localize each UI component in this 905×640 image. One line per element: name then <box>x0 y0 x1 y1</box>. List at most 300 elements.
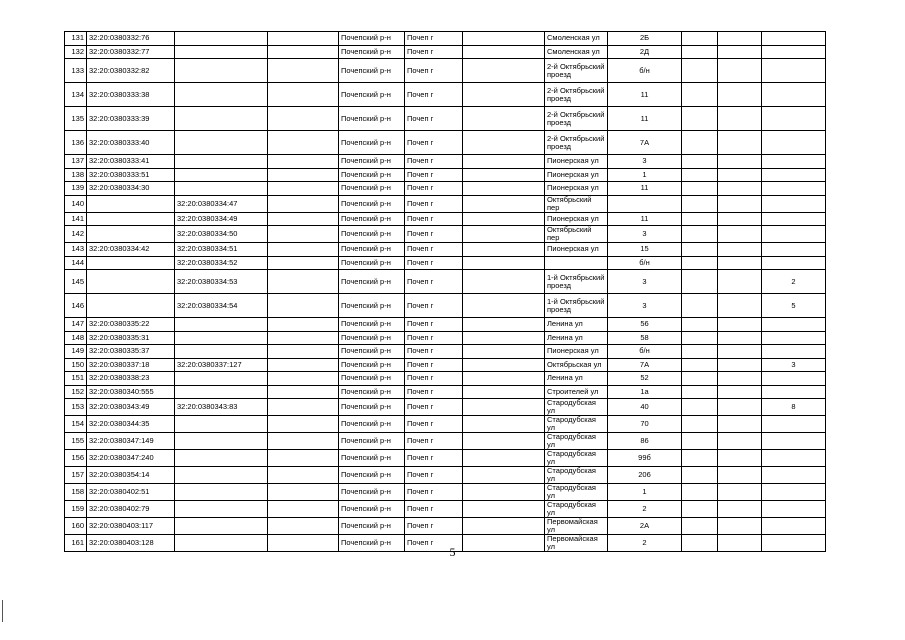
district-cell: Почепский р-н <box>339 32 405 46</box>
street-cell: Октябрьская ул <box>545 358 608 372</box>
table-row <box>65 467 826 484</box>
table-row <box>65 45 826 59</box>
empty-cell <box>682 518 718 535</box>
extra-value-cell <box>762 501 826 518</box>
empty-cell <box>718 32 762 46</box>
district-cell: Почепский р-н <box>339 243 405 257</box>
house-number-cell: 7А <box>608 131 682 155</box>
cadastral-number-2-cell <box>175 168 268 182</box>
table-row <box>65 270 826 294</box>
extra-value-cell <box>762 518 826 535</box>
cadastral-number-2-cell <box>175 32 268 46</box>
row-number-cell: 131 <box>65 32 87 46</box>
table-row <box>65 168 826 182</box>
district-cell: Почепский р-н <box>339 155 405 169</box>
cadastral-number-2-cell <box>175 501 268 518</box>
town-cell: Почеп г <box>405 385 463 399</box>
cadastral-number-cell: 32:20:0380333:41 <box>87 155 175 169</box>
row-number-cell: 133 <box>65 59 87 83</box>
extra-value-cell <box>762 195 826 212</box>
table-row <box>65 131 826 155</box>
district-cell: Почепский р-н <box>339 168 405 182</box>
empty-cell <box>718 45 762 59</box>
empty-cell <box>463 107 545 131</box>
empty-cell <box>463 467 545 484</box>
empty-cell <box>718 83 762 107</box>
empty-cell <box>682 45 718 59</box>
house-number-cell: 58 <box>608 331 682 345</box>
empty-cell <box>268 416 339 433</box>
cadastral-number-2-cell: 32:20:0380334:49 <box>175 212 268 226</box>
extra-value-cell <box>762 131 826 155</box>
street-cell: Стародубская ул <box>545 501 608 518</box>
empty-cell <box>463 243 545 257</box>
town-cell: Почеп г <box>405 501 463 518</box>
district-cell: Почепский р-н <box>339 416 405 433</box>
table-row <box>65 59 826 83</box>
cadastral-number-2-cell <box>175 331 268 345</box>
district-cell: Почепский р-н <box>339 535 405 552</box>
extra-value-cell <box>762 212 826 226</box>
row-number-cell: 142 <box>65 226 87 243</box>
empty-cell <box>682 484 718 501</box>
table-row <box>65 226 826 243</box>
cadastral-number-2-cell <box>175 155 268 169</box>
empty-cell <box>682 243 718 257</box>
cadastral-number-cell: 32:20:0380403:128 <box>87 535 175 552</box>
empty-cell <box>268 318 339 332</box>
cadastral-number-cell: 32:20:0380347:240 <box>87 450 175 467</box>
empty-cell <box>268 484 339 501</box>
cadastral-number-cell: 32:20:0380334:42 <box>87 243 175 257</box>
street-cell: Смоленская ул <box>545 32 608 46</box>
street-cell <box>545 256 608 270</box>
empty-cell <box>682 331 718 345</box>
district-cell: Почепский р-н <box>339 195 405 212</box>
district-cell: Почепский р-н <box>339 385 405 399</box>
town-cell: Почеп г <box>405 195 463 212</box>
district-cell: Почепский р-н <box>339 501 405 518</box>
empty-cell <box>268 433 339 450</box>
empty-cell <box>268 270 339 294</box>
empty-cell <box>268 256 339 270</box>
empty-cell <box>268 155 339 169</box>
cadastral-number-cell: 32:20:0380337:18 <box>87 358 175 372</box>
table-row <box>65 416 826 433</box>
street-cell: Ленина ул <box>545 372 608 386</box>
empty-cell <box>463 226 545 243</box>
empty-cell <box>463 433 545 450</box>
cadastral-number-cell: 32:20:0380332:77 <box>87 45 175 59</box>
extra-value-cell <box>762 155 826 169</box>
row-number-cell: 144 <box>65 256 87 270</box>
town-cell: Почеп г <box>405 83 463 107</box>
cadastral-number-cell: 32:20:0380333:38 <box>87 83 175 107</box>
town-cell: Почеп г <box>405 212 463 226</box>
empty-cell <box>682 467 718 484</box>
town-cell: Почеп г <box>405 372 463 386</box>
empty-cell <box>718 358 762 372</box>
empty-cell <box>682 107 718 131</box>
row-number-cell: 150 <box>65 358 87 372</box>
empty-cell <box>463 270 545 294</box>
empty-cell <box>268 83 339 107</box>
street-cell: Смоленская ул <box>545 45 608 59</box>
district-cell: Почепский р-н <box>339 182 405 196</box>
empty-cell <box>463 59 545 83</box>
house-number-cell: 56 <box>608 318 682 332</box>
town-cell: Почеп г <box>405 59 463 83</box>
street-cell: Стародубская ул <box>545 484 608 501</box>
extra-value-cell <box>762 32 826 46</box>
house-number-cell: 3 <box>608 270 682 294</box>
empty-cell <box>463 83 545 107</box>
extra-value-cell <box>762 226 826 243</box>
empty-cell <box>718 256 762 270</box>
street-cell: 2-й Октябрьский проезд <box>545 107 608 131</box>
row-number-cell: 159 <box>65 501 87 518</box>
cadastral-number-2-cell <box>175 45 268 59</box>
house-number-cell: 40 <box>608 399 682 416</box>
cadastral-number-cell: 32:20:0380333:40 <box>87 131 175 155</box>
town-cell: Почеп г <box>405 331 463 345</box>
empty-cell <box>463 358 545 372</box>
empty-cell <box>463 32 545 46</box>
row-number-cell: 140 <box>65 195 87 212</box>
table-row <box>65 385 826 399</box>
cadastral-number-2-cell: 32:20:0380334:51 <box>175 243 268 257</box>
cadastral-number-2-cell <box>175 433 268 450</box>
empty-cell <box>463 345 545 359</box>
empty-cell <box>268 32 339 46</box>
table-row <box>65 256 826 270</box>
extra-value-cell <box>762 372 826 386</box>
empty-cell <box>268 358 339 372</box>
empty-cell <box>718 155 762 169</box>
empty-cell <box>268 168 339 182</box>
street-cell: Стародубская ул <box>545 399 608 416</box>
cadastral-number-2-cell <box>175 372 268 386</box>
row-number-cell: 147 <box>65 318 87 332</box>
row-number-cell: 155 <box>65 433 87 450</box>
row-number-cell: 143 <box>65 243 87 257</box>
town-cell: Почеп г <box>405 32 463 46</box>
street-cell: Октябрьский пер <box>545 226 608 243</box>
cadastral-number-cell: 32:20:0380333:39 <box>87 107 175 131</box>
district-cell: Почепский р-н <box>339 256 405 270</box>
empty-cell <box>682 345 718 359</box>
page-number: 5 <box>449 545 456 559</box>
street-cell: 2-й Октябрьский проезд <box>545 59 608 83</box>
empty-cell <box>682 358 718 372</box>
district-cell: Почепский р-н <box>339 372 405 386</box>
town-cell: Почеп г <box>405 155 463 169</box>
table-row <box>65 195 826 212</box>
empty-cell <box>268 331 339 345</box>
empty-cell <box>463 484 545 501</box>
house-number-cell: 1 <box>608 168 682 182</box>
cadastral-number-cell: 32:20:0380344:35 <box>87 416 175 433</box>
district-cell: Почепский р-н <box>339 331 405 345</box>
house-number-cell: 1а <box>608 385 682 399</box>
extra-value-cell <box>762 416 826 433</box>
district-cell: Почепский р-н <box>339 433 405 450</box>
cadastral-number-cell: 32:20:0380332:76 <box>87 32 175 46</box>
house-number-cell: 2Д <box>608 45 682 59</box>
row-number-cell: 137 <box>65 155 87 169</box>
row-number-cell: 152 <box>65 385 87 399</box>
street-cell: Пионерская ул <box>545 182 608 196</box>
cadastral-number-cell: 32:20:0380402:51 <box>87 484 175 501</box>
town-cell: Почеп г <box>405 45 463 59</box>
town-cell: Почеп г <box>405 131 463 155</box>
extra-value-cell <box>762 450 826 467</box>
cadastral-number-cell: 32:20:0380332:82 <box>87 59 175 83</box>
table-row <box>65 433 826 450</box>
empty-cell <box>682 318 718 332</box>
row-number-cell: 156 <box>65 450 87 467</box>
table-row <box>65 83 826 107</box>
empty-cell <box>268 450 339 467</box>
district-cell: Почепский р-н <box>339 294 405 318</box>
row-number-cell: 158 <box>65 484 87 501</box>
empty-cell <box>268 345 339 359</box>
empty-cell <box>268 45 339 59</box>
cadastral-number-cell: 32:20:0380335:22 <box>87 318 175 332</box>
house-number-cell: 206 <box>608 467 682 484</box>
cadastral-number-cell: 32:20:0380334:30 <box>87 182 175 196</box>
empty-cell <box>268 501 339 518</box>
extra-value-cell <box>762 318 826 332</box>
district-cell: Почепский р-н <box>339 83 405 107</box>
house-number-cell: 3 <box>608 294 682 318</box>
town-cell: Почеп г <box>405 399 463 416</box>
district-cell: Почепский р-н <box>339 226 405 243</box>
district-cell: Почепский р-н <box>339 450 405 467</box>
empty-cell <box>718 226 762 243</box>
house-number-cell: 11 <box>608 107 682 131</box>
town-cell: Почеп г <box>405 270 463 294</box>
empty-cell <box>718 212 762 226</box>
empty-cell <box>682 399 718 416</box>
house-number-cell: 3 <box>608 226 682 243</box>
extra-value-cell <box>762 484 826 501</box>
street-cell: Строителей ул <box>545 385 608 399</box>
row-number-cell: 145 <box>65 270 87 294</box>
row-number-cell: 134 <box>65 83 87 107</box>
row-number-cell: 138 <box>65 168 87 182</box>
house-number-cell <box>608 195 682 212</box>
margin-mark <box>2 600 3 622</box>
extra-value-cell: 3 <box>762 358 826 372</box>
district-cell: Почепский р-н <box>339 45 405 59</box>
cadastral-number-cell: 32:20:0380343:49 <box>87 399 175 416</box>
table-row <box>65 182 826 196</box>
empty-cell <box>463 501 545 518</box>
house-number-cell: б/н <box>608 256 682 270</box>
house-number-cell: 3 <box>608 155 682 169</box>
street-cell: Октябрьский пер <box>545 195 608 212</box>
table-row <box>65 243 826 257</box>
town-cell: Почеп г <box>405 243 463 257</box>
empty-cell <box>463 45 545 59</box>
cadastral-number-cell: 32:20:0380347:149 <box>87 433 175 450</box>
empty-cell <box>718 195 762 212</box>
cadastral-number-2-cell <box>175 83 268 107</box>
district-cell: Почепский р-н <box>339 107 405 131</box>
empty-cell <box>682 385 718 399</box>
table-row <box>65 331 826 345</box>
table-row <box>65 294 826 318</box>
street-cell: Первомайская ул <box>545 518 608 535</box>
cadastral-number-cell <box>87 256 175 270</box>
cadastral-number-2-cell: 32:20:0380334:50 <box>175 226 268 243</box>
row-number-cell: 132 <box>65 45 87 59</box>
house-number-cell: 1 <box>608 484 682 501</box>
house-number-cell: 52 <box>608 372 682 386</box>
extra-value-cell: 2 <box>762 270 826 294</box>
empty-cell <box>718 345 762 359</box>
street-cell: Стародубская ул <box>545 416 608 433</box>
house-number-cell: 70 <box>608 416 682 433</box>
empty-cell <box>718 484 762 501</box>
cadastral-number-cell: 32:20:0380354:14 <box>87 467 175 484</box>
extra-value-cell <box>762 182 826 196</box>
cadastral-number-cell: 32:20:0380340:555 <box>87 385 175 399</box>
empty-cell <box>682 83 718 107</box>
cadastral-number-cell <box>87 212 175 226</box>
cadastral-number-cell <box>87 195 175 212</box>
town-cell: Почеп г <box>405 535 463 552</box>
empty-cell <box>682 182 718 196</box>
extra-value-cell <box>762 433 826 450</box>
district-cell: Почепский р-н <box>339 212 405 226</box>
empty-cell <box>682 501 718 518</box>
empty-cell <box>682 155 718 169</box>
table-row <box>65 450 826 467</box>
empty-cell <box>718 385 762 399</box>
empty-cell <box>268 131 339 155</box>
house-number-cell: б/н <box>608 345 682 359</box>
town-cell: Почеп г <box>405 107 463 131</box>
cadastral-number-2-cell: 32:20:0380334:52 <box>175 256 268 270</box>
district-cell: Почепский р-н <box>339 484 405 501</box>
town-cell: Почеп г <box>405 168 463 182</box>
cadastral-number-cell: 32:20:0380338:23 <box>87 372 175 386</box>
cadastral-number-2-cell: 32:20:0380334:54 <box>175 294 268 318</box>
district-cell: Почепский р-н <box>339 59 405 83</box>
cadastral-number-2-cell <box>175 467 268 484</box>
town-cell: Почеп г <box>405 256 463 270</box>
cadastral-number-cell: 32:20:0380335:37 <box>87 345 175 359</box>
street-cell: Пионерская ул <box>545 243 608 257</box>
cadastral-number-cell: 32:20:0380403:117 <box>87 518 175 535</box>
empty-cell <box>682 195 718 212</box>
empty-cell <box>718 270 762 294</box>
empty-cell <box>682 450 718 467</box>
empty-cell <box>682 59 718 83</box>
row-number-cell: 136 <box>65 131 87 155</box>
house-number-cell: 15 <box>608 243 682 257</box>
district-cell: Почепский р-н <box>339 318 405 332</box>
district-cell: Почепский р-н <box>339 270 405 294</box>
empty-cell <box>682 372 718 386</box>
house-number-cell: 11 <box>608 182 682 196</box>
empty-cell <box>718 131 762 155</box>
empty-cell <box>463 518 545 535</box>
street-cell: Ленина ул <box>545 331 608 345</box>
cadastral-number-2-cell <box>175 318 268 332</box>
row-number-cell: 139 <box>65 182 87 196</box>
row-number-cell: 146 <box>65 294 87 318</box>
extra-value-cell <box>762 256 826 270</box>
house-number-cell: 99б <box>608 450 682 467</box>
table-row <box>65 212 826 226</box>
table-row <box>65 484 826 501</box>
empty-cell <box>463 318 545 332</box>
cadastral-number-2-cell <box>175 385 268 399</box>
extra-value-cell <box>762 168 826 182</box>
house-number-cell: 7А <box>608 358 682 372</box>
empty-cell <box>463 294 545 318</box>
table-row <box>65 155 826 169</box>
street-cell: Первомайская ул <box>545 535 608 552</box>
extra-value-cell <box>762 467 826 484</box>
town-cell: Почеп г <box>405 358 463 372</box>
street-cell: 2-й Октябрьский проезд <box>545 131 608 155</box>
empty-cell <box>463 182 545 196</box>
cadastral-number-cell: 32:20:0380333:51 <box>87 168 175 182</box>
empty-cell <box>718 243 762 257</box>
extra-value-cell <box>762 345 826 359</box>
empty-cell <box>682 212 718 226</box>
empty-cell <box>463 168 545 182</box>
empty-cell <box>682 131 718 155</box>
district-cell: Почепский р-н <box>339 518 405 535</box>
town-cell: Почеп г <box>405 467 463 484</box>
street-cell: Пионерская ул <box>545 345 608 359</box>
empty-cell <box>718 182 762 196</box>
empty-cell <box>718 518 762 535</box>
table-row <box>65 107 826 131</box>
empty-cell <box>682 256 718 270</box>
cadastral-number-2-cell: 32:20:0380343:83 <box>175 399 268 416</box>
empty-cell <box>463 372 545 386</box>
town-cell: Почеп г <box>405 518 463 535</box>
table-row <box>65 32 826 46</box>
row-number-cell: 151 <box>65 372 87 386</box>
table-row <box>65 318 826 332</box>
extra-value-cell <box>762 243 826 257</box>
cadastral-number-cell: 32:20:0380335:31 <box>87 331 175 345</box>
empty-cell <box>718 501 762 518</box>
empty-cell <box>268 372 339 386</box>
row-number-cell: 153 <box>65 399 87 416</box>
empty-cell <box>718 399 762 416</box>
table-row <box>65 372 826 386</box>
registry-body <box>65 32 826 552</box>
cadastral-number-2-cell <box>175 518 268 535</box>
row-number-cell: 141 <box>65 212 87 226</box>
street-cell: Стародубская ул <box>545 450 608 467</box>
table-row <box>65 358 826 372</box>
empty-cell <box>463 256 545 270</box>
extra-value-cell: 8 <box>762 399 826 416</box>
empty-cell <box>463 212 545 226</box>
street-cell: 1-й Октябрьский проезд <box>545 294 608 318</box>
empty-cell <box>268 182 339 196</box>
empty-cell <box>718 318 762 332</box>
